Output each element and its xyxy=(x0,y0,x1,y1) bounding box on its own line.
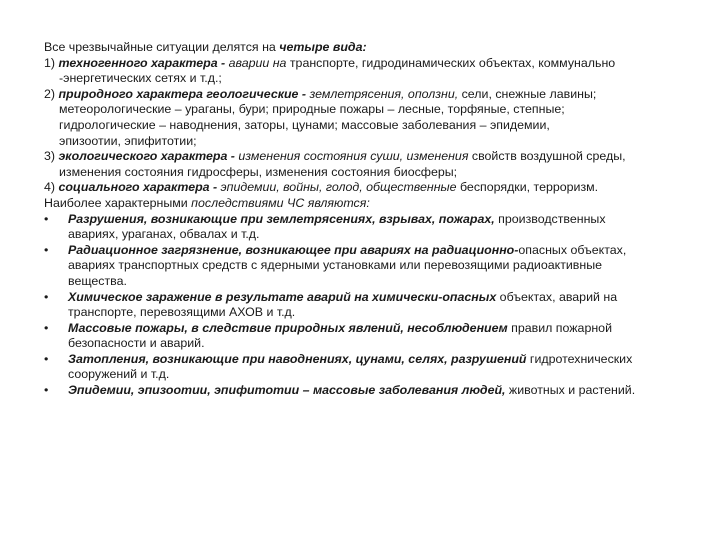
type-item-ecological xyxy=(44,149,684,165)
bullet-continuation: безопасности и аварий. xyxy=(68,336,205,351)
list-item xyxy=(44,383,684,399)
type-examples-italic: изменения состояния суши, изменения xyxy=(234,149,469,164)
bullet-text: гидротехнических xyxy=(526,351,633,366)
type-examples-italic: эпидемии, войны, голод, общественные xyxy=(217,180,457,195)
bullet-continuation: транспорте, перевозящими АХОВ и т.д. xyxy=(68,305,296,320)
bullet-icon: • xyxy=(44,320,49,335)
bullet-text: объектах, аварий на xyxy=(496,289,618,304)
type-examples: свойств воздушной среды, xyxy=(468,149,626,164)
type-item-continuation: метеорологические – ураганы, бури; природные пожары – лесные, торфяные, степные; xyxy=(59,102,565,117)
intro-text: Все чрезвычайные ситуации делятся на xyxy=(44,40,280,54)
bullet-icon: • xyxy=(44,351,49,366)
type-item-social xyxy=(44,180,684,196)
type-examples-italic: аварии на xyxy=(225,55,287,70)
type-item-continuation: эпизоотии, эпифитотии; xyxy=(59,133,197,148)
consequences-italic: последствиями ЧС являются: xyxy=(191,195,370,210)
intro-line xyxy=(44,40,684,56)
bullet-emphasis: Эпидемии, эпизоотии, эпифитотии – массовые заболевания людей, xyxy=(68,383,506,398)
type-number: 1) xyxy=(44,55,59,70)
type-number: 3) xyxy=(44,149,59,164)
bullet-text: производственных xyxy=(494,211,606,226)
bullet-emphasis: Химическое заражение в результате аварий на химически-опасных xyxy=(68,289,497,304)
intro-emphasis: четыре вида: xyxy=(279,40,367,54)
document-body xyxy=(44,40,684,399)
type-number: 2) xyxy=(44,86,59,101)
list-item xyxy=(44,212,684,243)
bullet-icon: • xyxy=(44,242,49,257)
consequences-heading xyxy=(44,196,684,212)
type-item-continuation: изменения состояния гидросферы, изменения состояния биосферы; xyxy=(59,164,458,179)
bullet-text: опасных объектах, xyxy=(518,242,627,257)
bullet-emphasis: Массовые пожары, в следствие природных явлений, несоблюдением xyxy=(68,320,508,335)
type-title: социального характера - xyxy=(58,180,218,195)
bullet-icon: • xyxy=(44,289,49,304)
type-examples: сели, снежные лавины; xyxy=(458,86,597,101)
type-examples-italic: землетрясения, оползни, xyxy=(306,86,459,101)
list-item xyxy=(44,352,684,383)
bullet-text: правил пожарной xyxy=(507,320,612,335)
list-item xyxy=(44,321,684,352)
bullet-continuation: вещества. xyxy=(68,273,127,288)
bullet-emphasis: Радиационное загрязнение, возникающее при авариях на радиационно- xyxy=(68,242,519,257)
bullet-emphasis: Разрушения, возникающие при землетрясениях, взрывах, пожарах, xyxy=(68,211,495,226)
type-title: природного характера геологические - xyxy=(58,86,307,101)
bullet-continuation: авариях, ураганах, обвалах и т.д. xyxy=(68,227,260,242)
type-title: техногенного характера - xyxy=(58,55,226,70)
type-item-continuation: гидрологические – наводнения, заторы, цунами; массовые заболевания – эпидемии, xyxy=(59,117,550,132)
type-title: экологического характера - xyxy=(58,149,235,164)
bullet-emphasis: Затопления, возникающие при наводнениях, цунами, селях, разрушений xyxy=(68,351,527,366)
list-item xyxy=(44,290,684,321)
type-examples: беспорядки, терроризм. xyxy=(456,180,599,195)
type-item-continuation: -энергетических сетях и т.д.; xyxy=(59,71,222,86)
type-examples: транспорте, гидродинамических объектах, коммунально xyxy=(286,55,616,70)
bullet-continuation: авариях транспортных средств с ядерными установками или перевозящими радиоактивные xyxy=(68,258,603,273)
list-item xyxy=(44,243,684,290)
bullet-text: животных и растений. xyxy=(505,383,636,398)
type-item-technogenic xyxy=(44,56,684,72)
consequences-lead: Наиболее характерными xyxy=(44,195,192,210)
bullet-continuation: сооружений и т.д. xyxy=(68,367,170,382)
bullet-icon: • xyxy=(44,211,49,226)
bullet-icon: • xyxy=(44,383,49,398)
type-item-natural xyxy=(44,87,684,103)
type-number: 4) xyxy=(44,180,59,195)
